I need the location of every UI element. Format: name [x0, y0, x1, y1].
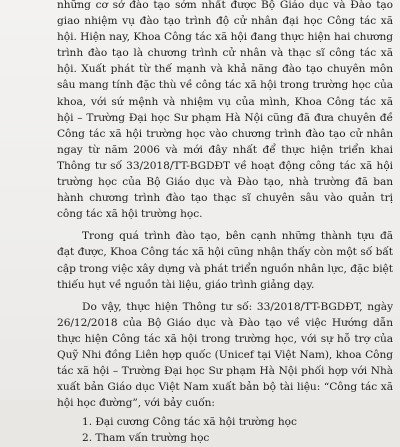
paragraph-1: những cơ sở đào tạo sớm nhất được Bộ Giáo dục và Đào tạo giao nhiệm vụ đào tạo trình độ cử nhân đại học Công tác xã hội. Hiện nay, Khoa Công tác xã hội đang thực hiện hai chương trình đào tạo là chương trình cử nhân và thạc sĩ công tác xã hội. Xuất phát từ thế mạnh và khả năng đào tạo chuyên môn sâu mang tính đặc thù về công tác xã hội trong trường học của khoa, với sứ mệnh và nhiệm vụ của mình, Khoa Công tác xã hội – Trường Đại học Sư phạm Hà Nội cũng đã đưa chuyên đề Công tác xã hội trường học vào chương trình đào tạo cử nhân ngay từ năm 2006 và mới đây nhất để thực hiện triển khai Thông tư số 33/2018/TT-BGDĐT về hoạt động công tác xã hội trường học của Bộ Giáo dục và Đào tạo, nhà trường đã ban hành chương trình đào tạo thạc sĩ chuyên sâu vào quản trị công tác xã hội trường học. [57, 0, 393, 221]
paragraph-3: Do vậy, thực hiện Thông tư số: 33/2018/TT-BGDĐT, ngày 26/12/2018 của Bộ Giáo dục và Đào tạo về việc Hướng dẫn thực hiện Công tác xã hội trong trường học, với sự hỗ trợ của Quỹ Nhi đồng Liên hợp quốc (Unicef tại Việt Nam), khoa Công tác xã hội – Trường Đại học Sư phạm Hà Nội phối hợp với Nhà xuất bản Giáo dục Việt Nam xuất bản bộ tài liệu: “Công tác xã hội học đường”, với bảy cuốn: [57, 300, 393, 410]
paragraph-2: Trong quá trình đào tạo, bên cạnh những thành tựu đã đạt được, Khoa Công tác xã hội cũng nhận thấy còn một số bất cập trong việc xây dựng và phát triển nguồn nhân lực, đặc biệt thiếu hụt về nguồn tài liệu, giáo trình giảng dạy. [57, 230, 393, 291]
book-list-item: 2. Tham vấn trường học [82, 432, 210, 445]
document-body [57, 0, 393, 447]
book-list-item: 1. Đại cương Công tác xã hội trường học [82, 416, 297, 429]
book-list [57, 414, 393, 446]
